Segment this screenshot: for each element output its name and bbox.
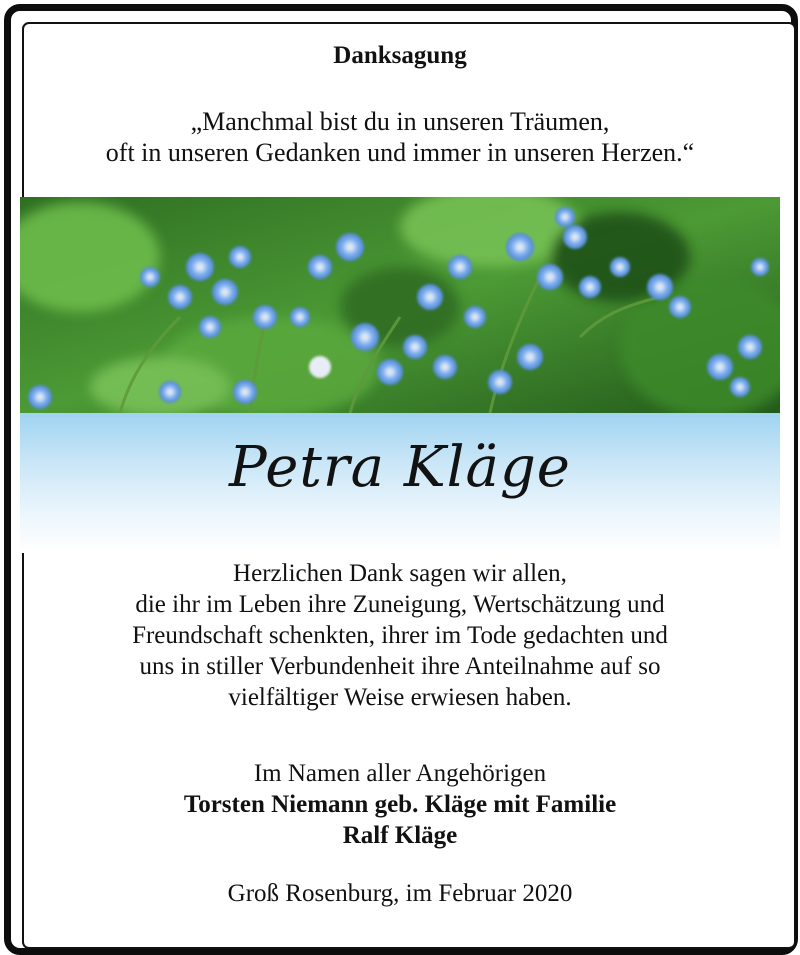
quote-line: „Manchmal bist du in unseren Träumen, — [190, 107, 610, 136]
forget-me-not-image — [20, 197, 780, 413]
deceased-name: Petra Kläge — [229, 435, 571, 500]
thanks-line: die ihr im Leben ihre Zuneigung, Wertschätzung und — [135, 591, 665, 618]
quote-line: oft in unseren Gedanken und immer in unseren Herzen.“ — [105, 138, 695, 167]
thanks-line: Herzlichen Dank sagen wir allen, — [233, 560, 567, 587]
thanks-line: Freundschaft schenkten, ihrer im Tode gedachten und — [132, 622, 668, 649]
thanks-line: vielfältiger Weise erwiesen haben. — [228, 684, 572, 711]
place-date: Groß Rosenburg, im Februar 2020 — [227, 880, 573, 907]
flower-photo — [20, 197, 780, 413]
thanks-line: uns in stiller Verbundenheit ihre Anteilnahme auf so — [139, 653, 661, 680]
heading: Danksagung — [333, 42, 467, 69]
family-name: Torsten Niemann geb. Kläge mit Familie — [183, 791, 617, 818]
signoff — [0, 758, 800, 851]
thanks-text — [0, 558, 800, 713]
family-name: Ralf Kläge — [342, 822, 458, 849]
signoff-intro: Im Namen aller Angehörigen — [253, 760, 547, 787]
quote — [0, 106, 800, 168]
